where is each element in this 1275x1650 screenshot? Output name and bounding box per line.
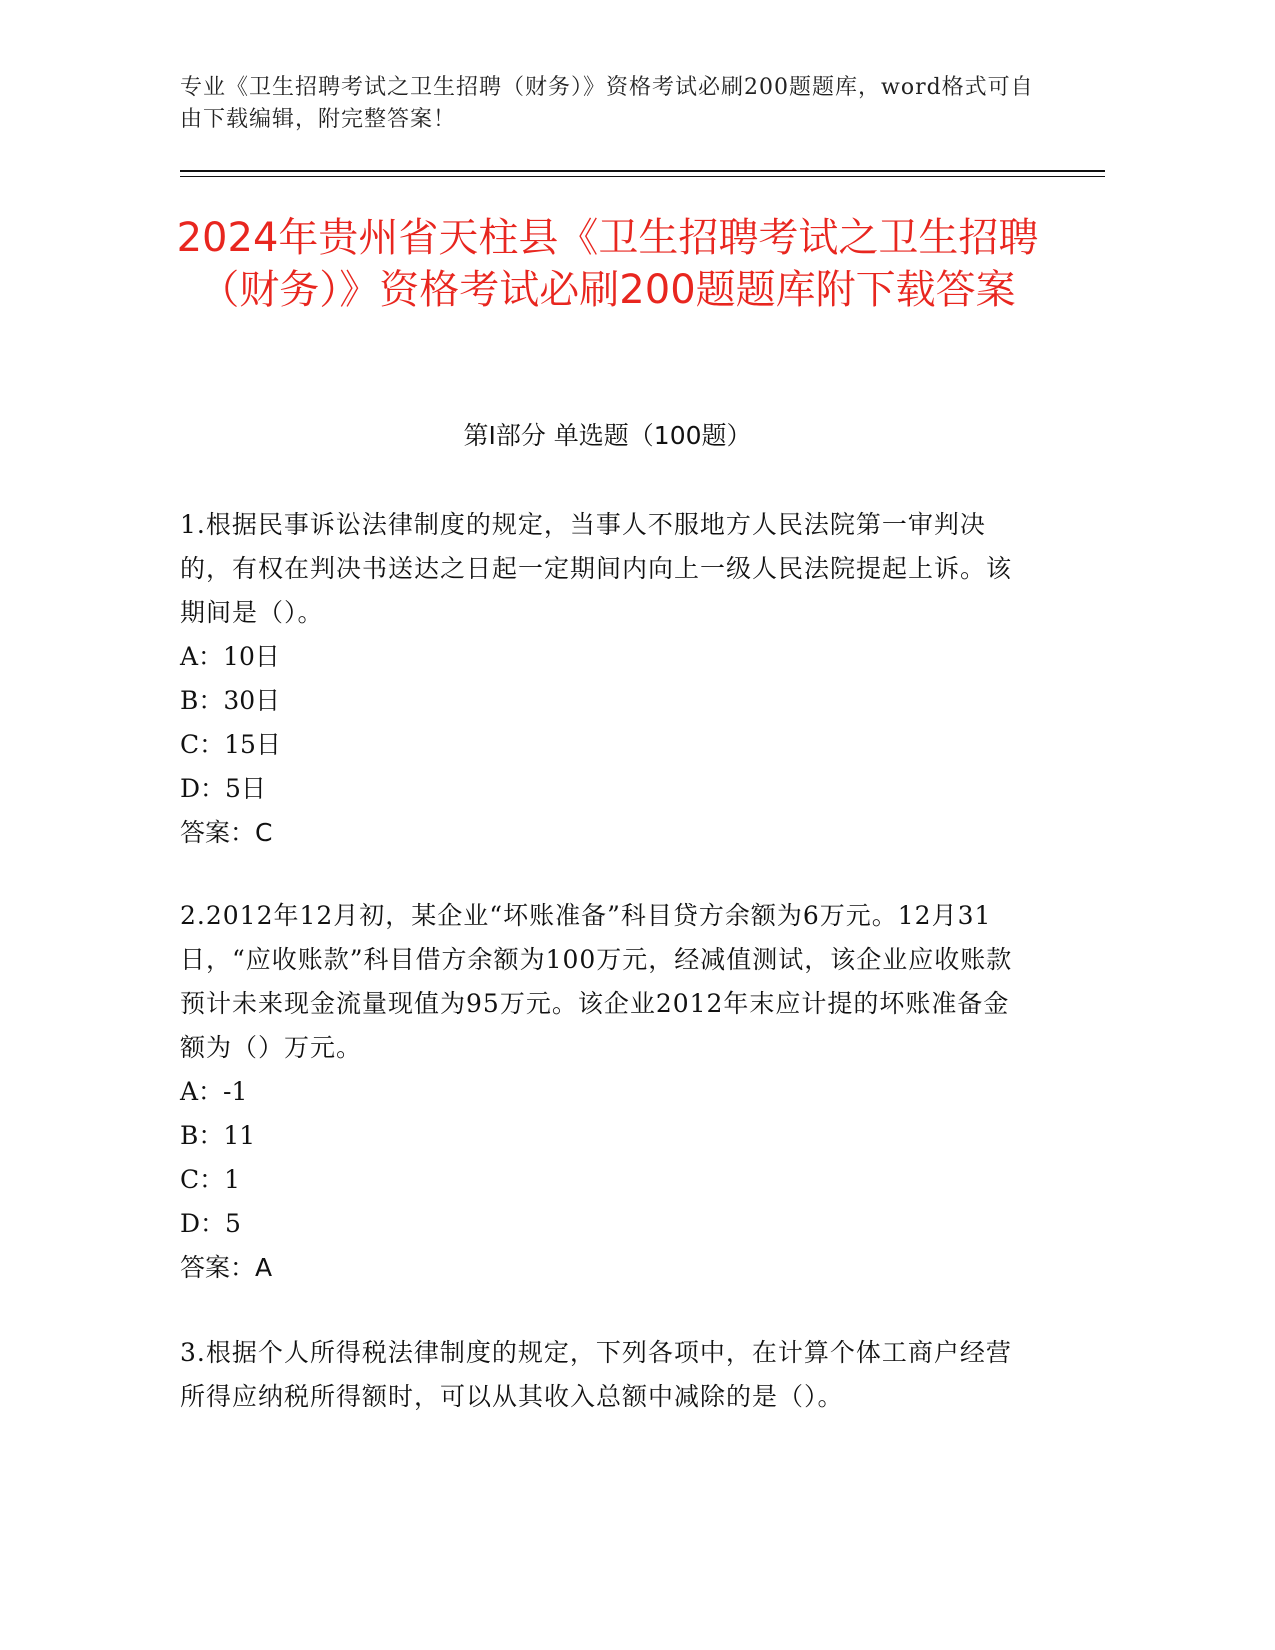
header-divider-thin	[180, 176, 1105, 177]
answer-line: 答案：C	[180, 818, 273, 847]
option-b: B：30日	[180, 686, 281, 715]
header-note: 专业《卫生招聘考试之卫生招聘（财务）》资格考试必刷200题题库，word格式可自由下载编辑，附完整答案！	[180, 75, 1034, 132]
option-b: B：11	[180, 1121, 256, 1150]
section-title: 第Ⅰ部分 单选题（100题）	[463, 421, 752, 450]
option-d: D：5	[180, 1209, 241, 1238]
answer-line: 答案：A	[180, 1253, 273, 1282]
question-text: 2.2012年12月初，某企业“坏账准备”科目贷方余额为6万元。12月31日，“应收账款”科目借方余额为100万元，经减值测试，该企业应收账款预计未来现金流量现值为95万元。该企业2012年末应计提的坏账准备金额为（）万元。	[180, 901, 1013, 1062]
option-c: C：15日	[180, 730, 281, 759]
document-title: 2024年贵州省天柱县《卫生招聘考试之卫生招聘（财务）》资格考试必刷200题题库附下载答案	[176, 215, 1039, 313]
question-3	[180, 1331, 1030, 1419]
option-d: D：5日	[180, 774, 266, 803]
question-2	[180, 894, 1030, 1290]
question-text: 1.根据民事诉讼法律制度的规定，当事人不服地方人民法院第一审判决的，有权在判决书送达之日起一定期间内向上一级人民法院提起上诉。该期间是（）。	[180, 510, 1013, 627]
option-c: C：1	[180, 1165, 241, 1194]
option-a: A：10日	[180, 642, 280, 671]
option-a: A：-1	[180, 1077, 248, 1106]
header-divider-thick	[180, 170, 1105, 172]
question-1	[180, 503, 1030, 855]
question-text: 3.根据个人所得税法律制度的规定，下列各项中，在计算个体工商户经营所得应纳税所得额时，可以从其收入总额中减除的是（）。	[180, 1338, 1012, 1411]
